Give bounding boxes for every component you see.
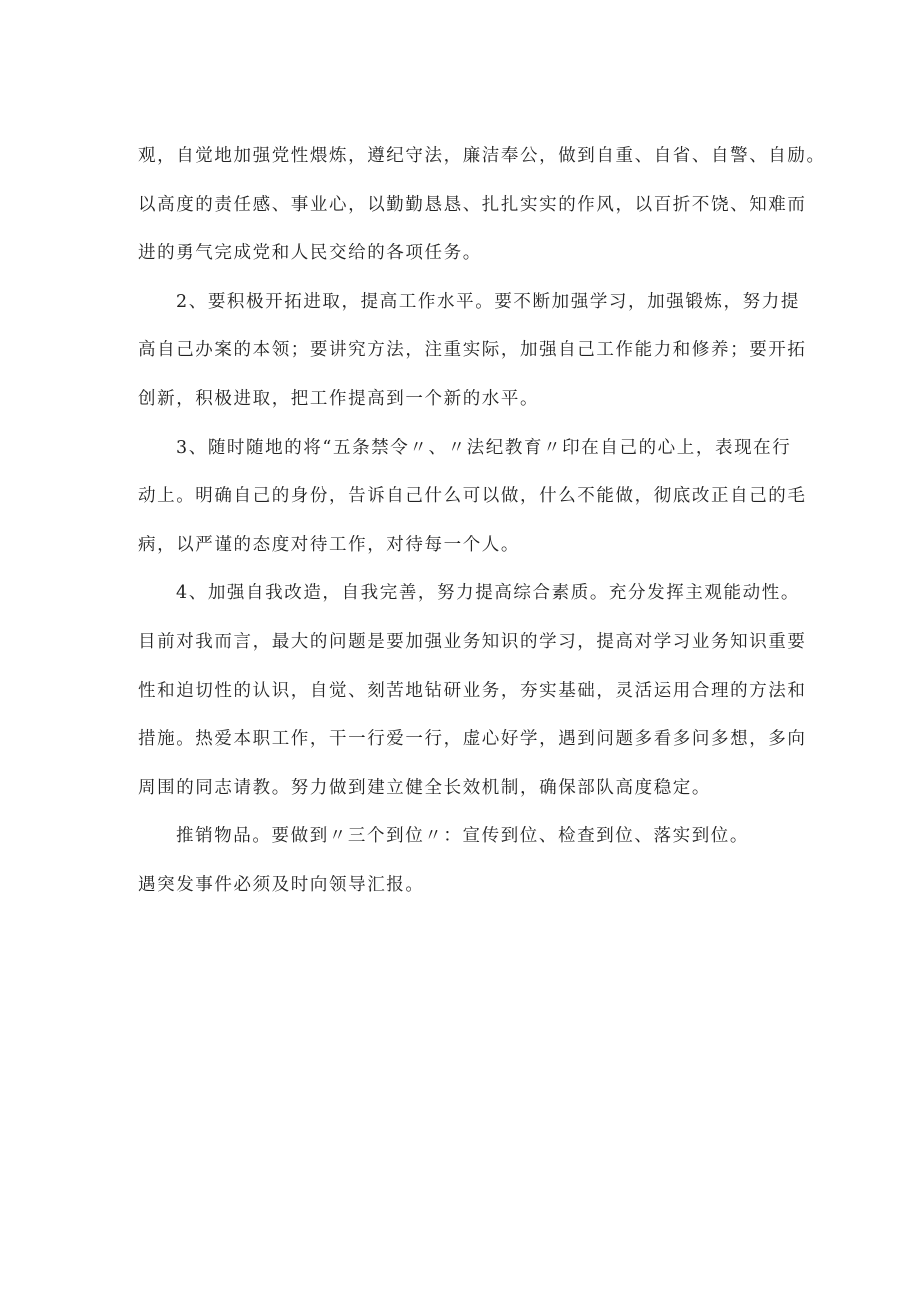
text-line: 病，以严谨的态度对待工作，对待每一个人。 [138,534,520,555]
text-line: 高自己办案的本领；要讲究方法，注重实际，加强自己工作能力和修养；要开拓 [138,340,807,361]
text-line: 进的勇气完成党和人民交给的各项任务。 [138,243,482,264]
document-body [138,138,826,916]
text-line: 观，自觉地加强党性煨炼，遵纪守法，廉洁奉公，做到自重、自省、自警、自励。 [138,146,826,166]
text-line: 周围的同志请教。努力做到建立健全长效机制，确保部队高度稳定。 [138,777,711,798]
text-line: 目前对我而言，最大的问题是要加强业务知识的学习，提高对学习业务知识重要 [138,631,807,652]
text-line: 性和迫切性的认识，自觉、刻苦地钻研业务，夯实基础，灵活运用合理的方法和 [138,680,807,701]
text-line: 措施。热爱本职工作，干一行爱一行，虚心好学，遇到问题多看多问多想，多向 [138,729,807,750]
paragraph-4-first-line: 4、加强自我改造，自我完善，努力提高综合素质。充分发挥主观能动性。 [176,583,800,604]
text-line: 以高度的责任感、事业心，以勤勤恳恳、扎扎实实的作风，以百折不饶、知难而 [138,194,807,215]
sales-line: 推销物品。要做到〃三个到位〃：宣传到位、检查到位、落实到位。 [176,826,749,847]
text-line: 创新，积极进取，把工作提高到一个新的水平。 [138,388,540,409]
text-line: 动上。明确自己的身份，告诉自己什么可以做，什么不能做，彻底改正自己的毛 [138,486,807,507]
paragraph-2-first-line: 2、要积极开拓进取，提高工作水平。要不断加强学习，加强锻炼，努力提 [176,291,800,312]
emergency-report-line: 遇突发事件必须及时向领导汇报。 [138,874,425,895]
paragraph-3-first-line: 3、随时随地的将“五条禁令〃、〃法纪教育〃印在自己的心上，表现在行 [176,437,792,458]
